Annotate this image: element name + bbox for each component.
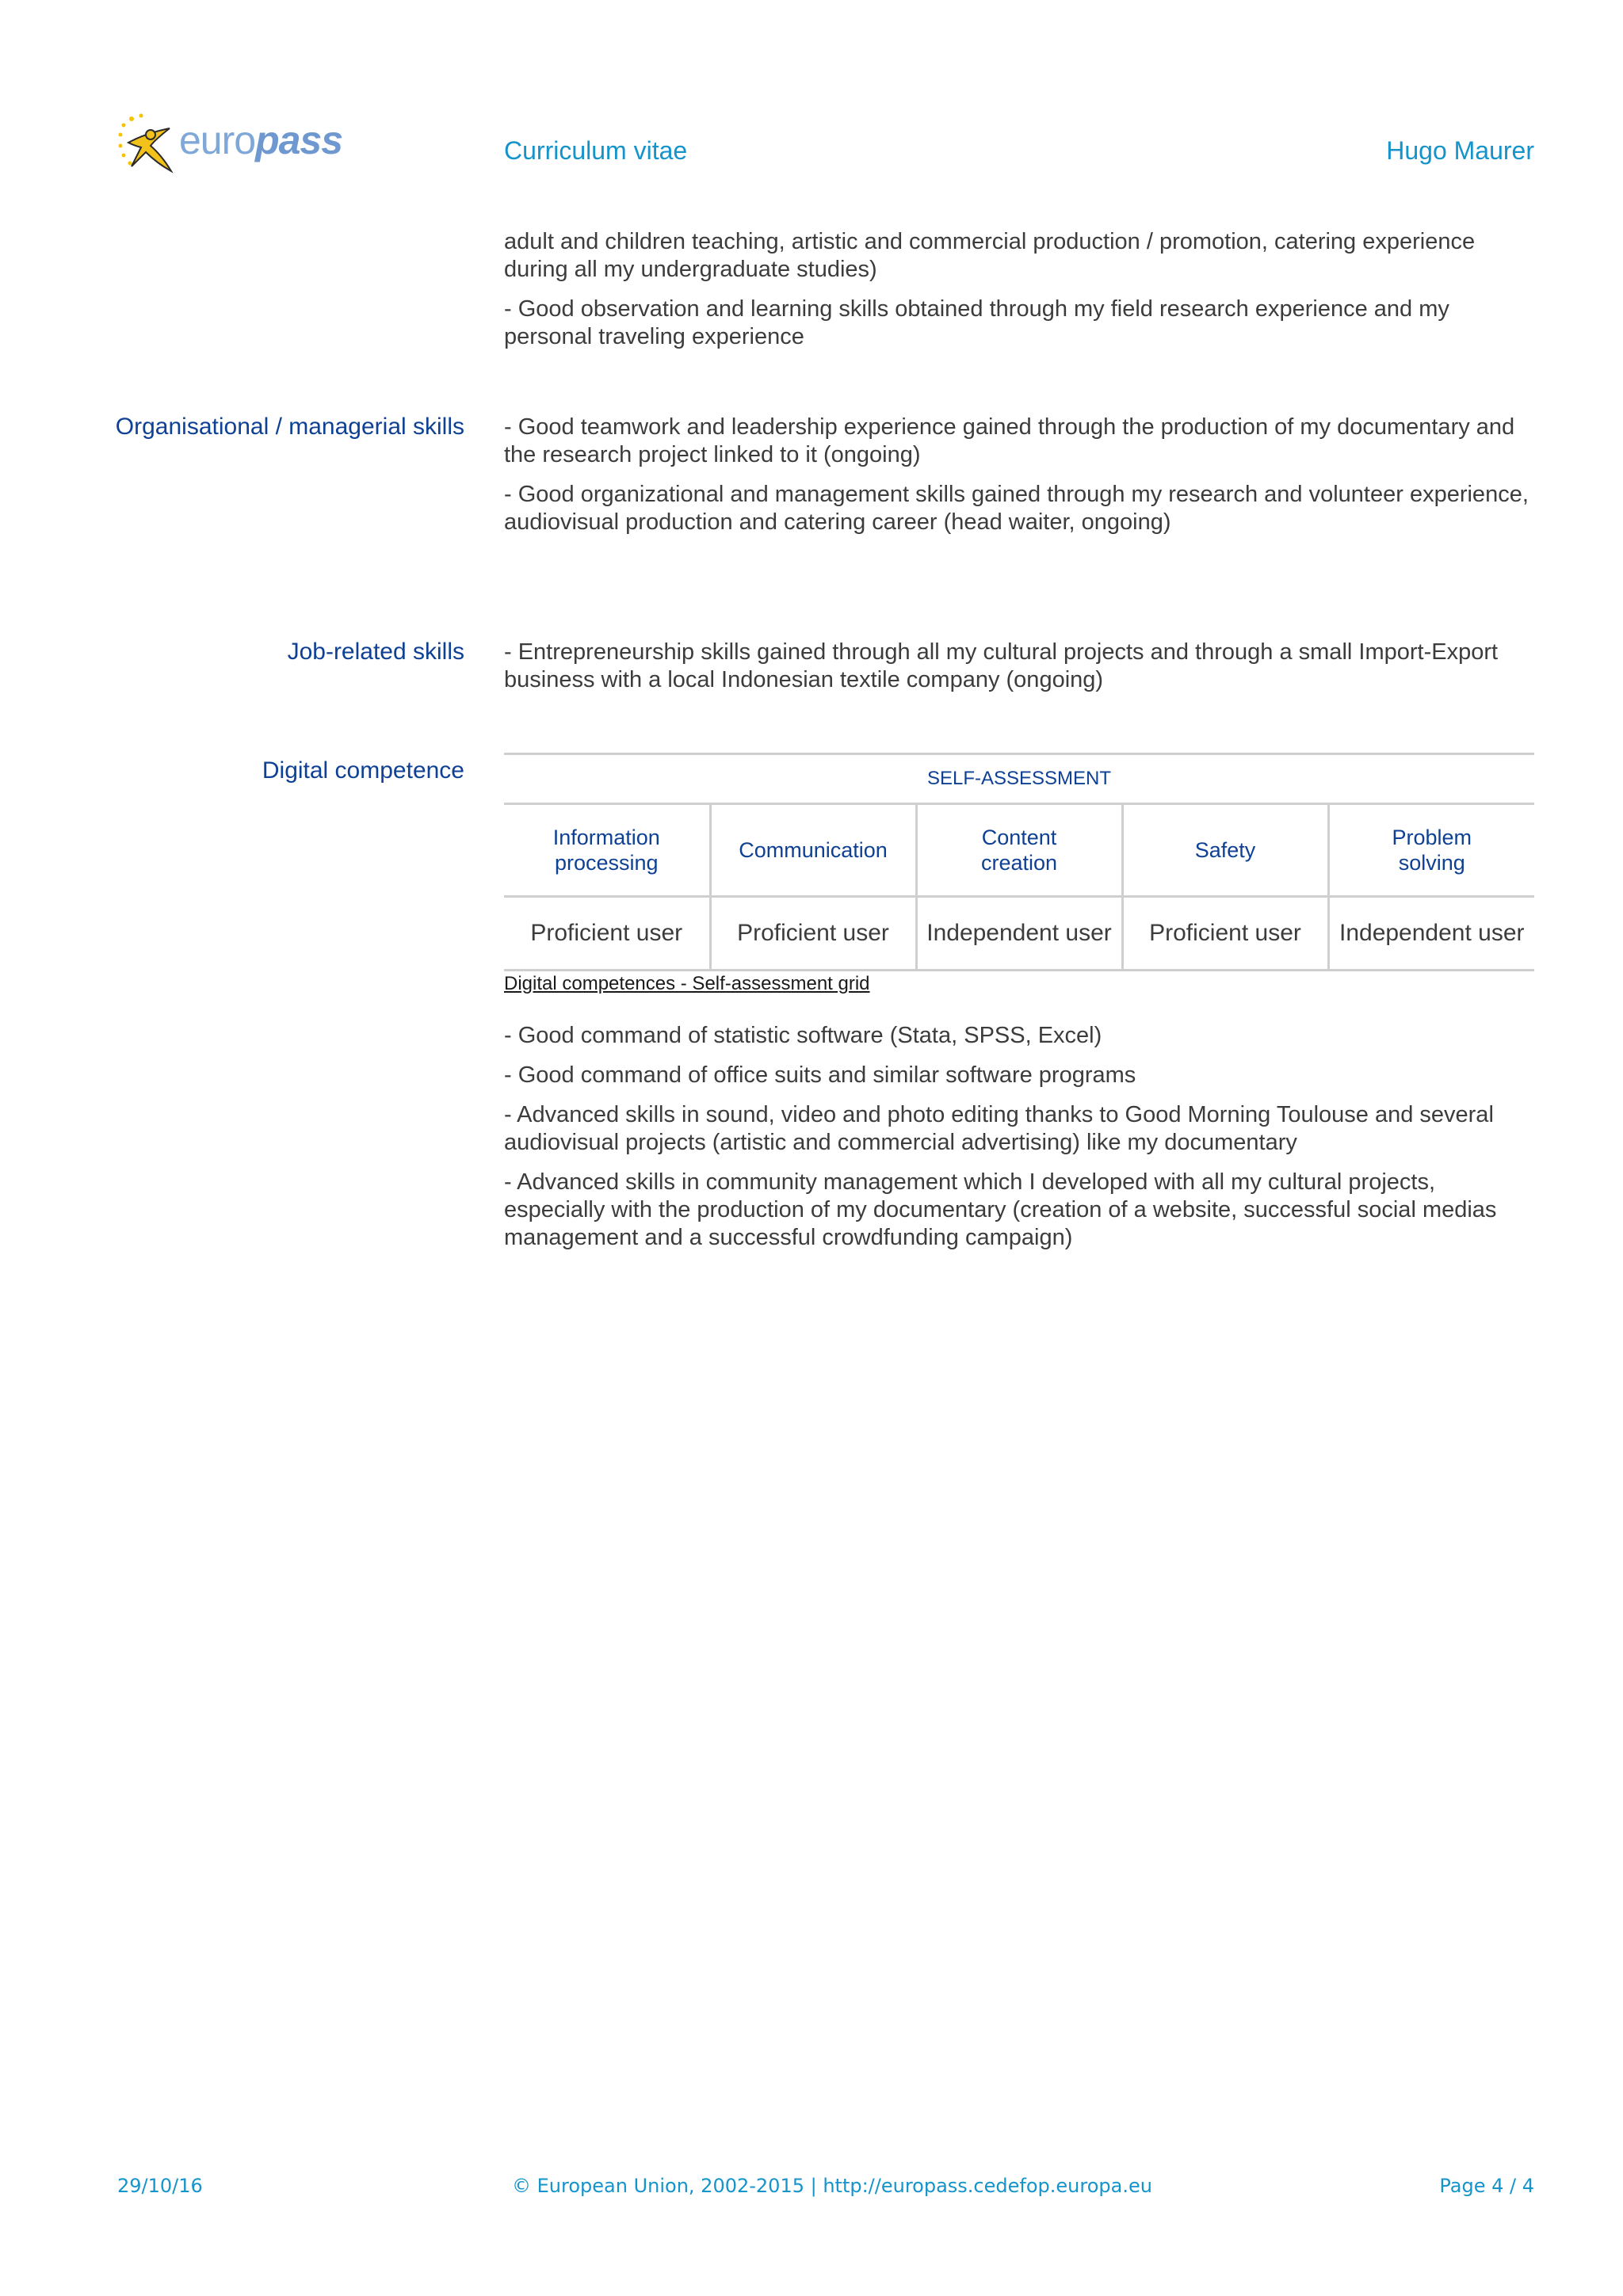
europass-logo [114, 111, 343, 182]
grid-header-cell: Safety [1122, 804, 1328, 897]
section-label-digital: Digital competence [262, 757, 464, 784]
digital-text [504, 1022, 1534, 1264]
grid-title-row [504, 754, 1534, 804]
grid-value-cell: Independent user [1328, 897, 1534, 971]
grid-value-cell: Proficient user [1122, 897, 1328, 971]
section-label-organisational: Organisational / managerial skills [115, 414, 464, 440]
job-related-text [504, 639, 1534, 706]
grid-header-row [504, 804, 1534, 897]
grid-value-cell: Independent user [916, 897, 1122, 971]
person-name: Hugo Maurer [1386, 136, 1534, 165]
grid-header-cell: Problem solving [1328, 804, 1534, 897]
grid-value-cell: Proficient user [710, 897, 916, 971]
europass-star-figure-icon [114, 111, 185, 182]
section-label-job-related: Job-related skills [287, 639, 464, 665]
grid-header-cell: Information processing [504, 804, 710, 897]
digital-paragraph: - Advanced skills in community management which I developed with all my cultural projects, especially with the production of my documentary (creation of a website, successful social medias management and a successful crowdfunding campaign) [504, 1169, 1497, 1250]
footer-date: 29/10/16 [117, 2175, 203, 2197]
digital-paragraph: - Good command of statistic software (Stata, SPSS, Excel) [504, 1023, 1102, 1048]
footer-copyright: © European Union, 2002-2015 | http://europass.cedefop.europa.eu [512, 2175, 1152, 2197]
organisational-paragraph: - Good teamwork and leadership experience gained through the production of my documentary and the research project linked to it (ongoing) [504, 414, 1515, 467]
self-assessment-grid [504, 753, 1534, 971]
grid-value-row [504, 897, 1534, 971]
digital-paragraph: - Advanced skills in sound, video and photo editing thanks to Good Morning Toulouse and several audiovisual projects (artistic and commercial advertising) like my documentary [504, 1102, 1494, 1155]
organisational-text [504, 414, 1534, 548]
organisational-paragraph: - Good organizational and management skills gained through my research and volunteer experience, audiovisual production and catering career (head waiter, ongoing) [504, 482, 1529, 535]
footer-page-number: Page 4 / 4 [1439, 2175, 1534, 2197]
job-related-paragraph: - Entrepreneurship skills gained through all my cultural projects and through a small Import-Export business with a local Indonesian textile company (ongoing) [504, 639, 1499, 692]
grid-header-cell: Communication [710, 804, 916, 897]
intro-paragraph: adult and children teaching, artistic and commercial production / promotion, catering experience during all my undergraduate studies) [504, 229, 1476, 282]
intro-paragraph: - Good observation and learning skills obtained through my field research experience and my personal traveling experience [504, 296, 1449, 349]
intro-text [504, 228, 1534, 363]
digital-paragraph: - Good command of office suits and similar software programs [504, 1062, 1136, 1088]
grid-value-cell: Proficient user [504, 897, 710, 971]
logo-text-pass: pass [255, 118, 343, 162]
doc-title: Curriculum vitae [504, 136, 688, 165]
grid-caption-link[interactable]: Digital competences - Self-assessment grid [504, 973, 870, 994]
logo-text-euro: euro [179, 118, 256, 162]
grid-title: SELF-ASSESSMENT [504, 754, 1534, 804]
grid-header-cell: Content creation [916, 804, 1122, 897]
